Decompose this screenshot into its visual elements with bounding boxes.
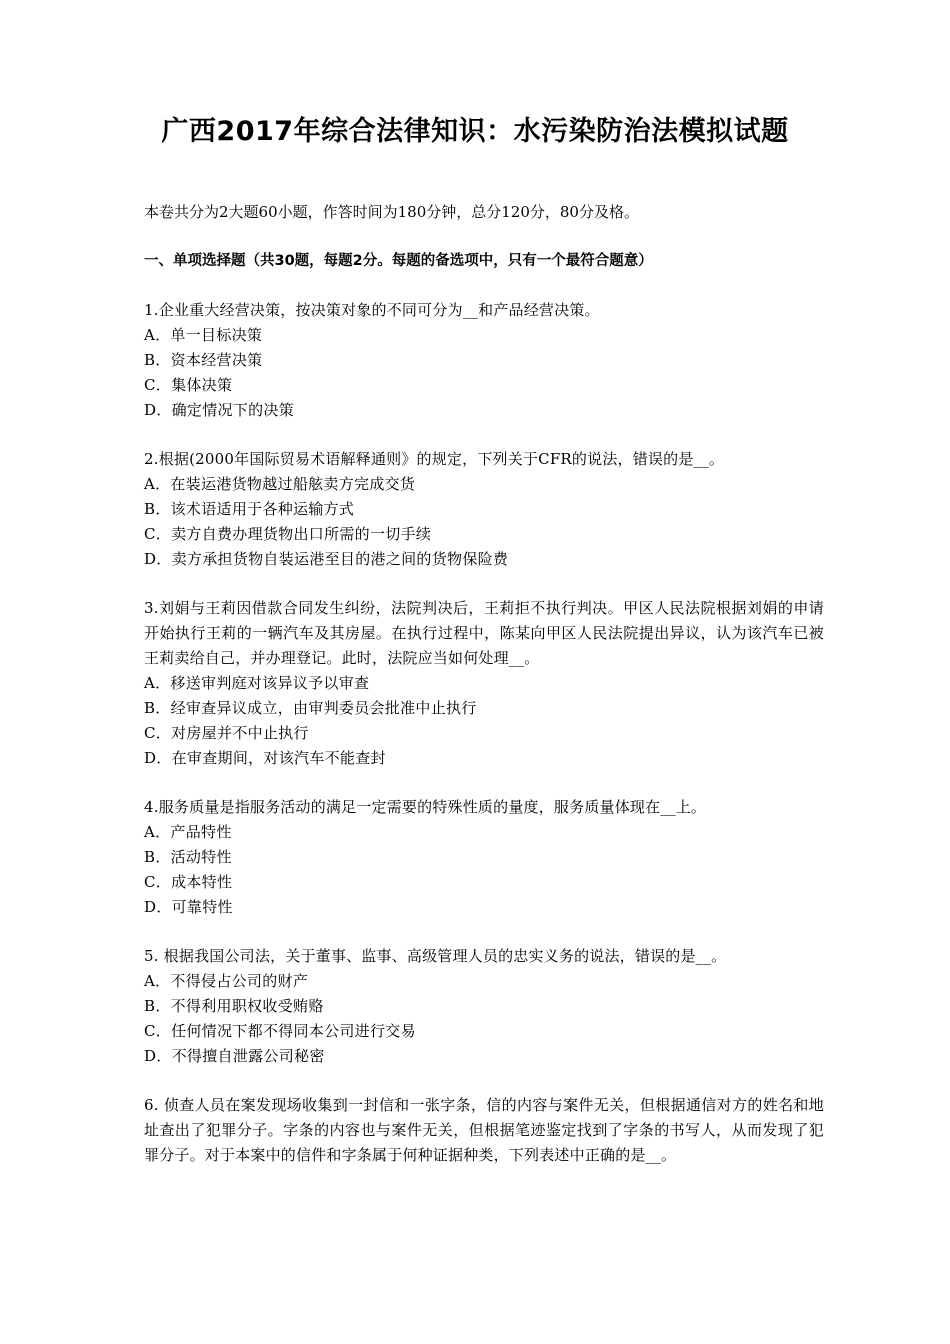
question-6: [144, 1093, 824, 1168]
question-1: [144, 298, 824, 423]
document-title: 广西2017年综合法律知识：水污染防治法模拟试题: [161, 116, 789, 147]
option-b: B．资本经营决策: [144, 351, 263, 369]
option-d: D．可靠特性: [144, 898, 233, 916]
option-b: B．该术语适用于各种运输方式: [144, 500, 355, 518]
question-stem: 3.刘娟与王莉因借款合同发生纠纷，法院判决后，王莉拒不执行判决。甲区人民法院根据刘娟的申请开始执行王莉的一辆汽车及其房屋。在执行过程中，陈某向甲区人民法院提出异议，认为该汽车已被王莉卖给自己，并办理登记。此时，法院应当如何处理__。: [144, 599, 824, 667]
option-b: B．经审查异议成立，由审判委员会批准中止执行: [144, 699, 477, 717]
question-stem: 1.企业重大经营决策，按决策对象的不同可分为__和产品经营决策。: [144, 301, 600, 319]
option-a: A．不得侵占公司的财产: [144, 972, 309, 990]
option-d: D．在审查期间，对该汽车不能查封: [144, 749, 386, 767]
option-a: A．单一目标决策: [144, 326, 263, 344]
question-5: [144, 944, 824, 1069]
question-stem: 4.服务质量是指服务活动的满足一定需要的特殊性质的量度，服务质量体现在__上。: [144, 798, 707, 816]
option-c: C．对房屋并不中止执行: [144, 724, 309, 742]
option-a: A．在装运港货物越过船舷卖方完成交货: [144, 475, 416, 493]
option-c: C．集体决策: [144, 376, 233, 394]
option-b: B．不得利用职权收受贿赂: [144, 997, 324, 1015]
option-b: B．活动特性: [144, 848, 232, 866]
option-c: C．成本特性: [144, 873, 233, 891]
exam-intro: 本卷共分为2大题60小题，作答时间为180分钟，总分120分，80分及格。: [144, 203, 639, 221]
option-d: D．卖方承担货物自装运港至目的港之间的货物保险费: [144, 550, 509, 568]
option-c: C．任何情况下都不得同本公司进行交易: [144, 1022, 416, 1040]
section-heading: 一、单项选择题（共30题，每题2分。每题的备选项中，只有一个最符合题意）: [144, 253, 653, 269]
question-4: [144, 795, 824, 920]
question-2: [144, 447, 824, 572]
option-a: A．产品特性: [144, 823, 232, 841]
question-stem: 6. 侦查人员在案发现场收集到一封信和一张字条，信的内容与案件无关，但根据通信对方的姓名和地址查出了犯罪分子。字条的内容也与案件无关，但根据笔迹鉴定找到了字条的书写人，从而发现了犯罪分子。对于本案中的信件和字条属于何种证据种类，下列表述中正确的是__。: [144, 1096, 824, 1164]
document-body: [144, 200, 824, 1192]
question-3: [144, 596, 824, 771]
question-stem: 2.根据(2000年国际贸易术语解释通则》的规定，下列关于CFR的说法，错误的是__。: [144, 450, 725, 468]
question-stem: 5. 根据我国公司法，关于董事、监事、高级管理人员的忠实义务的说法，错误的是__。: [144, 947, 727, 965]
option-c: C．卖方自费办理货物出口所需的一切手续: [144, 525, 432, 543]
option-a: A．移送审判庭对该异议予以审查: [144, 674, 370, 692]
option-d: D．不得擅自泄露公司秘密: [144, 1047, 325, 1065]
option-d: D．确定情况下的决策: [144, 401, 295, 419]
